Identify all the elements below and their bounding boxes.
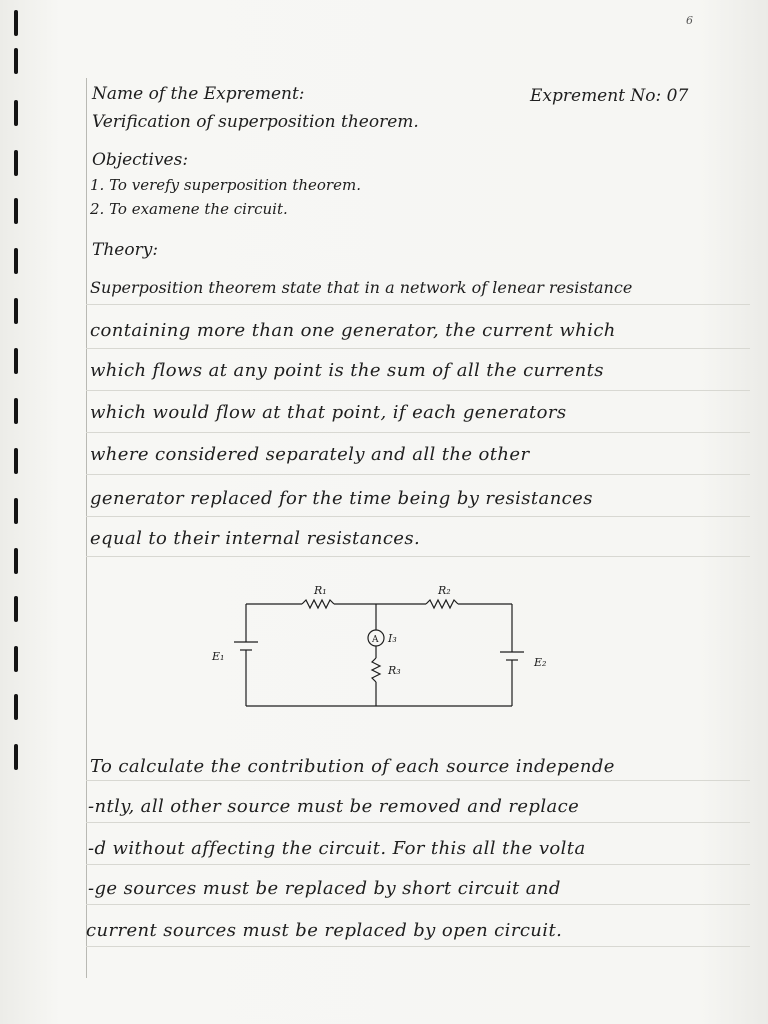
theory-line: which flows at any point is the sum of all the currents [90,360,604,381]
label-r1: R₁ [314,584,327,597]
experiment-title: Verification of superposition theorem. [92,112,419,132]
binding-hole [14,248,18,274]
binding-hole [14,596,18,622]
label-i3: I₃ [388,632,397,645]
paragraph-line: -ge sources must be replaced by short circuit and [88,878,561,899]
ruled-line [86,822,750,823]
ruled-line [86,432,750,433]
theory-line: generator replaced for the time being by resistances [90,488,593,509]
theory-heading: Theory: [92,240,159,260]
ruled-line [86,516,750,517]
objective-item: 2. To examene the circuit. [90,200,288,218]
binding-hole [14,548,18,574]
ruled-line [86,864,750,865]
paragraph-line: To calculate the contribution of each source independe [90,756,615,777]
superposition-circuit-diagram [200,580,560,720]
ruled-line [86,946,750,947]
theory-line: where considered separately and all the other [90,444,530,465]
resistor-r1 [302,600,334,608]
ruled-line [86,390,750,391]
binding-hole [14,348,18,374]
binding-hole [14,398,18,424]
binding-hole [14,298,18,324]
binding-hole [14,744,18,770]
binding-hole [14,498,18,524]
binding-hole [14,150,18,176]
binding-hole [14,10,18,36]
binding-hole [14,448,18,474]
label-e2: E₂ [534,656,547,669]
page-number: 6 [686,14,693,27]
binding-hole [14,646,18,672]
label-r2: R₂ [438,584,451,597]
ruled-line [86,304,750,305]
binding-hole [14,100,18,126]
objectives-heading: Objectives: [92,150,189,170]
theory-line: equal to their internal resistances. [90,528,421,549]
theory-line: which would flow at that point, if each generators [90,402,567,423]
resistor-r2 [426,600,458,608]
ruled-line [86,904,750,905]
ruled-line [86,474,750,475]
ruled-line [86,556,750,557]
binding-hole [14,198,18,224]
label-ammeter: A [372,635,379,645]
label-e1: E₁ [212,650,225,663]
paragraph-line: -ntly, all other source must be removed and replace [88,796,580,817]
ruled-line [86,780,750,781]
binding-hole [14,694,18,720]
paragraph-line: current sources must be replaced by open circuit. [86,920,563,941]
label-r3: R₃ [388,664,401,677]
theory-line: Superposition theorem state that in a network of lenear resistance [90,278,633,297]
resistor-r3 [372,658,380,682]
name-of-experiment-label: Name of the Exprement: [92,84,305,104]
objective-item: 1. To verefy superposition theorem. [90,176,361,194]
experiment-number: Exprement No: 07 [530,86,689,106]
paragraph-line: -d without affecting the circuit. For this all the volta [88,838,586,859]
binding-hole [14,48,18,74]
theory-line: containing more than one generator, the current which [90,320,616,341]
ruled-line [86,348,750,349]
margin-line [86,78,87,978]
